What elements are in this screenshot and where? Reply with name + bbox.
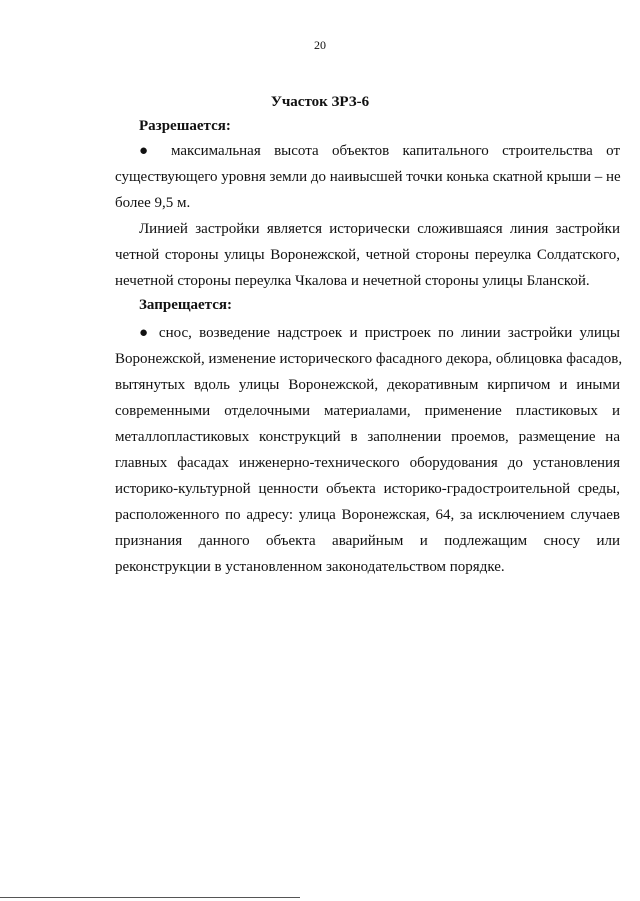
forbidden-bullet-line: признания данного объекта аварийным и подлежащим сносу или bbox=[115, 533, 620, 549]
forbidden-bullet-line: Воронежской, изменение исторического фасадного декора, облицовка фасадов, bbox=[115, 351, 623, 367]
allowed-paragraph-line: четной стороны улицы Воронежской, четной стороны переулка Солдатского, bbox=[115, 247, 620, 263]
forbidden-bullet-line: реконструкции в установленном законодательством порядке. bbox=[115, 559, 505, 575]
allowed-heading: Разрешается: bbox=[139, 118, 231, 134]
forbidden-bullet-line: историко-культурной ценности объекта историко-градостроительной среды, bbox=[115, 481, 620, 497]
page-number: 20 bbox=[314, 38, 326, 52]
allowed-bullet-line: существующего уровня земли до наивысшей точки конька скатной крыши – не bbox=[115, 169, 621, 185]
allowed-paragraph-line: нечетной стороны переулка Чкалова и нечетной стороны улицы Бланской. bbox=[115, 273, 590, 289]
forbidden-bullet-line: расположенного по адресу: улица Воронежская, 64, за исключением случаев bbox=[115, 507, 620, 523]
forbidden-bullet-line: современными отделочными материалами, применение пластиковых и bbox=[115, 403, 620, 419]
forbidden-bullet-line: ● снос, возведение надстроек и пристроек по линии застройки улицы bbox=[139, 325, 620, 341]
allowed-paragraph-line: Линией застройки является исторически сложившаяся линия застройки bbox=[139, 221, 620, 237]
forbidden-bullet-line: вытянутых вдоль улицы Воронежской, декоративным кирпичом и иными bbox=[115, 377, 620, 393]
forbidden-bullet-line: главных фасадах инженерно-технического оборудования до установления bbox=[115, 455, 620, 471]
section-title: Участок ЗРЗ-6 bbox=[270, 94, 370, 110]
bottom-rule bbox=[0, 897, 300, 898]
allowed-bullet-line: ● максимальная высота объектов капитального строительства от bbox=[139, 143, 620, 159]
forbidden-bullet-line: металлопластиковых конструкций в заполнении проемов, размещение на bbox=[115, 429, 620, 445]
allowed-bullet-line: более 9,5 м. bbox=[115, 195, 191, 211]
forbidden-heading: Запрещается: bbox=[139, 297, 233, 313]
